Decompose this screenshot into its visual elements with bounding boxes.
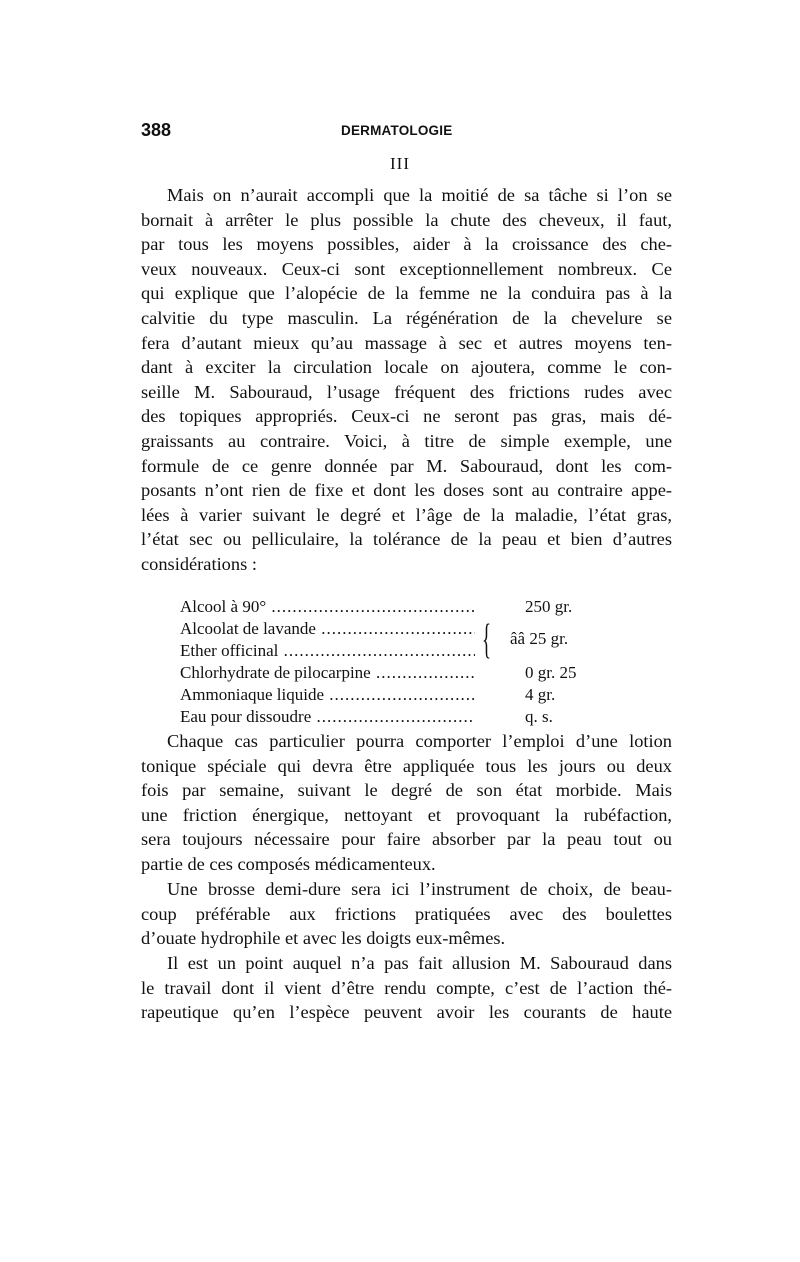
text-line: qui explique que l’alopécie de la femme ne la conduira pas à la: [141, 283, 672, 304]
ingredient: Ammoniaque liquide .....: [180, 684, 475, 706]
shared-quantity: ââ 25 gr.: [510, 629, 569, 648]
text-line: dant à exciter la circulation locale on ajoutera, comme le con-: [141, 357, 672, 378]
text-line: tonique spéciale qui devra être appliquée tous les jours ou deux: [141, 755, 672, 776]
ingredient: Eau pour dissoudre .....: [180, 706, 475, 728]
running-title: DERMATOLOGIE: [341, 123, 453, 138]
text-line: formule de ce genre donnée par M. Sabouraud, dont les com-: [141, 455, 672, 476]
quantity: 4 gr.: [525, 685, 556, 704]
text-line: rapeutique qu’en l’espèce peuvent avoir les courants de haute: [141, 1002, 672, 1023]
quantity: 0 gr. 25: [525, 663, 577, 682]
recipe-formula: [180, 596, 640, 728]
text-line: Une brosse demi-dure sera ici l’instrument de choix, de beau-: [167, 879, 672, 899]
text-line: le travail dont il vient d’être rendu compte, c’est de l’action thé-: [141, 977, 672, 998]
text-line: des topiques appropriés. Ceux-ci ne seront pas gras, mais dé-: [141, 406, 672, 427]
paragraph-3: [141, 877, 672, 951]
text-line: fera d’autant mieux qu’au massage à sec et autres moyens ten-: [141, 332, 672, 353]
page-number: 388: [141, 120, 172, 140]
text-line: veux nouveaux. Ceux-ci sont exceptionnellement nombreux. Ce: [141, 258, 672, 279]
text-line: d’ouate hydrophile et avec les doigts eux-mêmes.: [141, 928, 506, 949]
section-number: III: [390, 154, 410, 173]
page-header: [141, 120, 696, 144]
ingredient: Chlorhydrate de pilocarpine .....: [180, 662, 475, 684]
ingredient: Alcoolat de lavande .....: [180, 618, 475, 640]
recipe-row: [180, 618, 640, 640]
text-line: Il est un point auquel n’a pas fait allusion M. Sabouraud dans: [167, 953, 672, 973]
paragraph-1: [141, 183, 672, 577]
text-line: lées à varier suivant le degré et l’âge de la maladie, l’état gras,: [141, 504, 672, 525]
quantity: q. s.: [525, 707, 553, 726]
ingredient: Ether officinal .....: [180, 640, 475, 662]
text-line: coup préférable aux frictions pratiquées avec des boulettes: [141, 903, 672, 924]
recipe-row: [180, 596, 640, 618]
text-line: par tous les moyens possibles, aider à la croissance des che-: [141, 234, 672, 255]
recipe-row: [180, 640, 640, 662]
paragraph-2: [141, 729, 672, 877]
paragraph-4: [141, 951, 672, 1025]
brace-glyph: {: [482, 617, 492, 663]
text-line: l’état sec ou pelliculaire, la tolérance de la peau et bien d’autres: [141, 529, 672, 550]
text-line: Mais on n’aurait accompli que la moitié de sa tâche si l’on se: [167, 185, 672, 205]
text-line: calvitie du type masculin. La régénération de la chevelure se: [141, 307, 672, 328]
text-line: Chaque cas particulier pourra comporter l’emploi d’une lotion: [167, 731, 672, 751]
text-line: partie de ces composés médicamenteux.: [141, 853, 436, 874]
text-line: une friction énergique, nettoyant et provoquant la rubéfaction,: [141, 804, 672, 825]
text-line: seille M. Sabouraud, l’usage fréquent des frictions rudes avec: [141, 381, 672, 402]
text-line: graissants au contraire. Voici, à titre de simple exemple, une: [141, 430, 672, 451]
recipe-row: [180, 662, 640, 684]
quantity: 250 gr.: [525, 597, 573, 616]
recipe-row: [180, 684, 640, 706]
recipe-row: [180, 706, 640, 728]
ingredient: Alcool à 90° .....: [180, 596, 475, 618]
text-line: bornait à arrêter le plus possible la chute des cheveux, il faut,: [141, 209, 672, 230]
text-line: considérations :: [141, 553, 257, 574]
text-line: fois par semaine, suivant le degré de son état morbide. Mais: [141, 780, 672, 801]
text-line: posants n’ont rien de fixe et dont les doses sont au contraire appe-: [141, 480, 672, 501]
text-line: sera toujours nécessaire pour faire absorber par la peau tout ou: [141, 829, 672, 850]
